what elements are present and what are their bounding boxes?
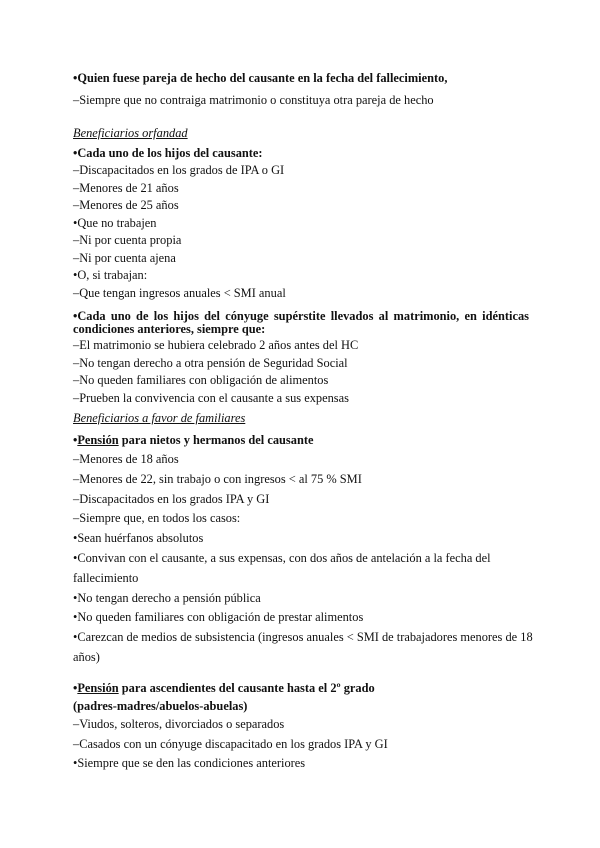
list-item: •No queden familiares con obligación de prestar alimentos bbox=[73, 610, 364, 625]
list-item: •Siempre que se den las condiciones anteriores bbox=[73, 756, 306, 770]
list-item: –Prueben la convivencia con el causante a sus expensas bbox=[73, 390, 349, 405]
orfandad-section bbox=[73, 125, 529, 302]
pension1-keyword: Pensión bbox=[77, 432, 119, 447]
list-item: –Siempre que, en todos los casos: bbox=[73, 511, 241, 526]
orfandad-group1-title: •Cada uno de los hijos del causante: bbox=[73, 145, 263, 160]
pension2-keyword: Pensión bbox=[77, 681, 119, 695]
list-item: –Viudos, solteros, divorciados o separados bbox=[73, 717, 285, 731]
orfandad-group2 bbox=[73, 310, 529, 407]
list-item: •Carezcan de medios de subsistencia (ingresos anuales < SMI de trabajadores menores de 18 bbox=[73, 630, 533, 645]
list-item: •No tengan derecho a pensión pública bbox=[73, 590, 261, 605]
list-item: –Menores de 25 años bbox=[73, 198, 179, 212]
list-item: –Discapacitados en los grados IPA y GI bbox=[73, 491, 270, 506]
list-item: años) bbox=[73, 649, 100, 664]
pension2-section bbox=[73, 680, 529, 773]
list-item: –Menores de 18 años bbox=[73, 452, 179, 466]
bullet: • bbox=[73, 681, 78, 695]
list-item: –Discapacitados en los grados de IPA o GI bbox=[73, 163, 285, 177]
list-item: –Ni por cuenta ajena bbox=[73, 250, 176, 265]
pension2-subtitle: (padres-madres/abuelos-abuelas) bbox=[73, 698, 248, 713]
list-item: –Que tengan ingresos anuales < SMI anual bbox=[73, 285, 286, 300]
list-item: –Menores de 22, sin trabajo o con ingresos < al 75 % SMI bbox=[73, 471, 362, 486]
pension1-title bbox=[73, 432, 529, 450]
conyuge-section bbox=[73, 70, 529, 109]
list-item: –No queden familiares con obligación de alimentos bbox=[73, 373, 329, 387]
list-item: –No tengan derecho a otra pensión de Seguridad Social bbox=[73, 355, 348, 370]
list-item: –Siempre que no contraiga matrimonio o constituya otra pareja de hecho bbox=[73, 92, 434, 107]
pension2-title bbox=[73, 680, 529, 698]
list-item: •O, si trabajan: bbox=[73, 268, 148, 282]
list-item: –Ni por cuenta propia bbox=[73, 233, 182, 247]
orfandad-group2-title-line2: condiciones anteriores, siempre que: bbox=[73, 322, 266, 336]
list-item: –Casados con un cónyuge discapacitado en los grados IPA y GI bbox=[73, 736, 388, 751]
pension1-rest: para nietos y hermanos del causante bbox=[118, 432, 314, 447]
pension1-list bbox=[73, 450, 533, 668]
list-item: fallecimiento bbox=[73, 570, 139, 585]
familiares-section bbox=[73, 410, 529, 449]
bullet: • bbox=[73, 432, 78, 447]
list-item: •Convivan con el causante, a sus expensas, con dos años de antelación a la fecha del bbox=[73, 550, 491, 565]
list-item: •Sean huérfanos absolutos bbox=[73, 531, 204, 546]
familiares-heading: Beneficiarios a favor de familiares bbox=[73, 411, 246, 425]
conyuge-title: •Quien fuese pareja de hecho del causante en la fecha del fallecimiento, bbox=[73, 71, 448, 85]
list-item: •Que no trabajen bbox=[73, 215, 157, 230]
orfandad-group2-title-line1: •Cada uno de los hijos del cónyuge supérstite llevados al matrimonio, en idénticas bbox=[73, 309, 529, 323]
orfandad-heading: Beneficiarios orfandad bbox=[73, 126, 188, 140]
list-item: –El matrimonio se hubiera celebrado 2 años antes del HC bbox=[73, 338, 359, 352]
pension2-rest: para ascendientes del causante hasta el 2º grado bbox=[118, 681, 375, 695]
list-item: –Menores de 21 años bbox=[73, 180, 179, 195]
